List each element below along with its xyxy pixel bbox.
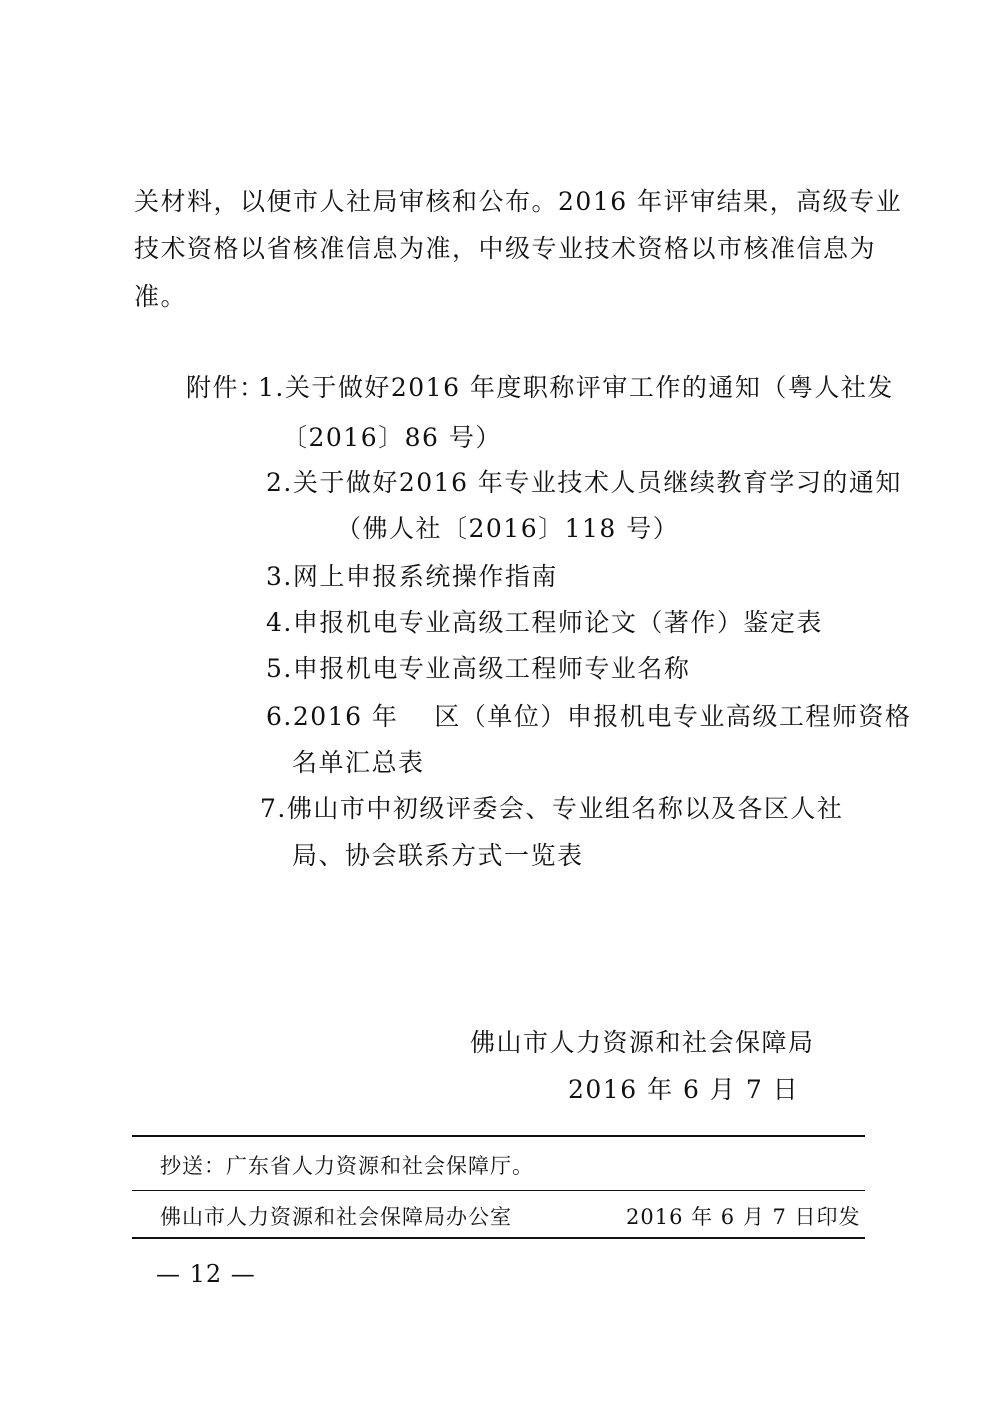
attachment-item-5: 5.申报机电专业高级工程师专业名称 (266, 654, 691, 683)
attachment-item-7-cont: 局、协会联系方式一览表 (292, 841, 584, 870)
footer-top-rule (132, 1135, 865, 1137)
page-number: — 12 — (156, 1260, 256, 1288)
cc-line: 抄送：广东省人力资源和社会保障厅。 (160, 1154, 534, 1178)
attachment-item-6-cont: 名单汇总表 (292, 748, 425, 777)
attachment-item-2: 2.关于做好2016 年专业技术人员继续教育学习的通知 (266, 468, 902, 497)
attachment-item-6: 6.2016 年 区（单位）申报机电专业高级工程师资格 (266, 702, 912, 731)
body-line-1: 关材料，以便市人社局审核和公布。2016 年评审结果，高级专业 (134, 187, 903, 216)
footer-mid-rule (132, 1190, 865, 1191)
attachment-label: 附件： (186, 373, 266, 402)
attachment-item-1-cont: 〔2016〕86 号） (282, 423, 502, 452)
signature-org: 佛山市人力资源和社会保障局 (470, 1028, 815, 1057)
attachment-item-1: 1.关于做好2016 年度职称评审工作的通知（粤人社发 (258, 373, 894, 402)
footer-bottom-rule (132, 1237, 865, 1239)
attachment-item-2-cont: （佛人社〔2016〕118 号） (336, 514, 680, 543)
issuer-office: 佛山市人力资源和社会保障局办公室 (160, 1205, 512, 1229)
signature-date: 2016 年 6 月 7 日 (568, 1075, 800, 1104)
body-line-2: 技术资格以省核准信息为准，中级专业技术资格以市核准信息为 (134, 234, 877, 263)
issue-date: 2016 年 6 月 7 日印发 (626, 1205, 861, 1229)
attachment-item-4: 4.申报机电专业高级工程师论文（著作）鉴定表 (266, 608, 823, 637)
attachment-item-3: 3.网上申报系统操作指南 (266, 562, 558, 591)
attachment-item-7: 7.佛山市中初级评委会、专业组名称以及各区人社 (260, 794, 844, 823)
body-line-3: 准。 (134, 282, 188, 311)
